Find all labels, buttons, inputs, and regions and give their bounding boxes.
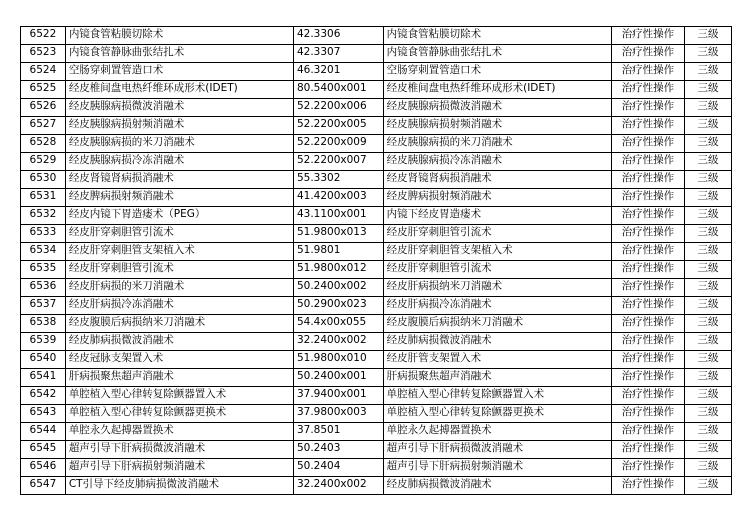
cell-type: 治疗性操作: [611, 387, 684, 405]
cell-type: 治疗性操作: [611, 243, 684, 261]
cell-level: 三级: [685, 81, 732, 99]
cell-std-name: 内镜食管粘膜切除术: [383, 27, 611, 45]
cell-type: 治疗性操作: [611, 315, 684, 333]
cell-std-code: 52.2200x005: [293, 117, 383, 135]
table-row: [21, 459, 732, 477]
cell-std-code: 54.4x00x055: [293, 315, 383, 333]
cell-code: 6526: [21, 99, 66, 117]
cell-code: 6538: [21, 315, 66, 333]
table-row: [21, 261, 732, 279]
procedure-table-body: [21, 27, 732, 495]
cell-name: CT引导下经皮肺病损微波消融术: [65, 477, 293, 495]
table-row: [21, 279, 732, 297]
cell-name: 经皮肺病损微波消融术: [65, 333, 293, 351]
cell-std-code: 51.9801: [293, 243, 383, 261]
table-row: [21, 153, 732, 171]
cell-level: 三级: [685, 153, 732, 171]
cell-code: 6544: [21, 423, 66, 441]
cell-type: 治疗性操作: [611, 477, 684, 495]
table-row: [21, 171, 732, 189]
table-row: [21, 135, 732, 153]
cell-std-name: 内镜下经皮胃造瘘术: [383, 207, 611, 225]
cell-level: 三级: [685, 405, 732, 423]
cell-level: 三级: [685, 225, 732, 243]
cell-code: 6542: [21, 387, 66, 405]
cell-type: 治疗性操作: [611, 459, 684, 477]
cell-type: 治疗性操作: [611, 297, 684, 315]
cell-type: 治疗性操作: [611, 423, 684, 441]
cell-std-name: 经皮肝穿刺胆管支架植入术: [383, 243, 611, 261]
cell-code: 6527: [21, 117, 66, 135]
cell-level: 三级: [685, 459, 732, 477]
cell-std-name: 超声引导下肝病损微波消融术: [383, 441, 611, 459]
table-row: [21, 207, 732, 225]
cell-std-code: 80.5400x001: [293, 81, 383, 99]
cell-std-name: 经皮椎间盘电热纤维环成形术(IDET): [383, 81, 611, 99]
cell-level: 三级: [685, 369, 732, 387]
cell-std-name: 经皮胰腺病损射频消融术: [383, 117, 611, 135]
cell-code: 6539: [21, 333, 66, 351]
table-row: [21, 441, 732, 459]
cell-type: 治疗性操作: [611, 63, 684, 81]
cell-name: 经皮椎间盘电热纤维环成形术(IDET): [65, 81, 293, 99]
table-row: [21, 63, 732, 81]
cell-std-name: 经皮肝病损冷冻消融术: [383, 297, 611, 315]
cell-std-name: 经皮胰腺病损的米刀消融术: [383, 135, 611, 153]
cell-code: 6543: [21, 405, 66, 423]
cell-type: 治疗性操作: [611, 207, 684, 225]
cell-level: 三级: [685, 279, 732, 297]
cell-code: 6533: [21, 225, 66, 243]
cell-code: 6540: [21, 351, 66, 369]
table-row: [21, 297, 732, 315]
cell-std-code: 50.2403: [293, 441, 383, 459]
cell-type: 治疗性操作: [611, 261, 684, 279]
cell-level: 三级: [685, 423, 732, 441]
cell-level: 三级: [685, 207, 732, 225]
cell-name: 单腔植入型心律转复除颤器更换术: [65, 405, 293, 423]
table-row: [21, 45, 732, 63]
table-row: [21, 315, 732, 333]
cell-std-name: 经皮胰腺病损冷冻消融术: [383, 153, 611, 171]
cell-std-name: 空肠穿刺置管造口术: [383, 63, 611, 81]
cell-type: 治疗性操作: [611, 81, 684, 99]
cell-std-code: 37.9400x001: [293, 387, 383, 405]
cell-code: 6531: [21, 189, 66, 207]
cell-type: 治疗性操作: [611, 351, 684, 369]
cell-code: 6535: [21, 261, 66, 279]
cell-std-code: 43.1100x001: [293, 207, 383, 225]
cell-std-name: 肝病损聚焦超声消融术: [383, 369, 611, 387]
cell-name: 经皮肾镜肾病损消融术: [65, 171, 293, 189]
cell-name: 经皮肝穿刺胆管引流术: [65, 261, 293, 279]
cell-std-code: 51.9800x010: [293, 351, 383, 369]
cell-std-code: 46.3201: [293, 63, 383, 81]
cell-std-name: 单腔植入型心律转复除颤器更换术: [383, 405, 611, 423]
cell-type: 治疗性操作: [611, 45, 684, 63]
cell-std-name: 经皮肺病损微波消融术: [383, 477, 611, 495]
cell-std-name: 经皮肺病损微波消融术: [383, 333, 611, 351]
cell-code: 6534: [21, 243, 66, 261]
cell-code: 6523: [21, 45, 66, 63]
table-row: [21, 27, 732, 45]
cell-type: 治疗性操作: [611, 441, 684, 459]
table-row: [21, 477, 732, 495]
cell-type: 治疗性操作: [611, 279, 684, 297]
cell-code: 6547: [21, 477, 66, 495]
table-row: [21, 189, 732, 207]
cell-std-code: 51.9800x012: [293, 261, 383, 279]
cell-std-name: 经皮肝穿刺胆管引流术: [383, 225, 611, 243]
cell-level: 三级: [685, 261, 732, 279]
cell-level: 三级: [685, 189, 732, 207]
cell-code: 6522: [21, 27, 66, 45]
cell-level: 三级: [685, 45, 732, 63]
cell-name: 空肠穿刺置管造口术: [65, 63, 293, 81]
cell-type: 治疗性操作: [611, 369, 684, 387]
cell-std-code: 37.9800x003: [293, 405, 383, 423]
table-row: [21, 369, 732, 387]
cell-name: 经皮胰腺病损微波消融术: [65, 99, 293, 117]
cell-std-code: 50.2400x002: [293, 279, 383, 297]
cell-type: 治疗性操作: [611, 99, 684, 117]
table-row: [21, 423, 732, 441]
cell-code: 6536: [21, 279, 66, 297]
cell-level: 三级: [685, 333, 732, 351]
cell-name: 内镜食管静脉曲张结扎术: [65, 45, 293, 63]
cell-code: 6546: [21, 459, 66, 477]
cell-name: 经皮冠脉支架置入术: [65, 351, 293, 369]
table-row: [21, 99, 732, 117]
cell-level: 三级: [685, 351, 732, 369]
cell-name: 超声引导下肝病损射频消融术: [65, 459, 293, 477]
cell-type: 治疗性操作: [611, 333, 684, 351]
cell-std-code: 50.2404: [293, 459, 383, 477]
procedure-table: [20, 26, 732, 495]
cell-name: 经皮肝病损冷冻消融术: [65, 297, 293, 315]
cell-std-name: 经皮胰腺病损微波消融术: [383, 99, 611, 117]
cell-level: 三级: [685, 297, 732, 315]
cell-type: 治疗性操作: [611, 171, 684, 189]
cell-name: 超声引导下肝病损微波消融术: [65, 441, 293, 459]
cell-std-name: 经皮肝病损纳米刀消融术: [383, 279, 611, 297]
table-row: [21, 117, 732, 135]
table-row: [21, 81, 732, 99]
cell-code: 6528: [21, 135, 66, 153]
cell-code: 6529: [21, 153, 66, 171]
cell-level: 三级: [685, 477, 732, 495]
cell-type: 治疗性操作: [611, 27, 684, 45]
cell-std-code: 52.2200x007: [293, 153, 383, 171]
cell-type: 治疗性操作: [611, 135, 684, 153]
cell-level: 三级: [685, 135, 732, 153]
cell-std-name: 单腔永久起搏器置换术: [383, 423, 611, 441]
cell-name: 单腔植入型心律转复除颤器置入术: [65, 387, 293, 405]
table-row: [21, 387, 732, 405]
cell-std-code: 55.3302: [293, 171, 383, 189]
cell-name: 经皮肝病损的米刀消融术: [65, 279, 293, 297]
table-row: [21, 351, 732, 369]
cell-code: 6530: [21, 171, 66, 189]
cell-std-name: 经皮腹膜后病损纳米刀消融术: [383, 315, 611, 333]
cell-std-code: 32.2400x002: [293, 477, 383, 495]
cell-std-code: 51.9800x013: [293, 225, 383, 243]
cell-name: 经皮腹膜后病损纳米刀消融术: [65, 315, 293, 333]
cell-std-name: 超声引导下肝病损射频消融术: [383, 459, 611, 477]
cell-std-code: 50.2900x023: [293, 297, 383, 315]
cell-std-code: 52.2200x006: [293, 99, 383, 117]
cell-code: 6525: [21, 81, 66, 99]
cell-name: 经皮胰腺病损的米刀消融术: [65, 135, 293, 153]
cell-std-code: 37.8501: [293, 423, 383, 441]
cell-std-code: 50.2400x001: [293, 369, 383, 387]
cell-std-name: 单腔植入型心律转复除颤器置入术: [383, 387, 611, 405]
cell-std-name: 经皮脾病损射频消融术: [383, 189, 611, 207]
table-row: [21, 225, 732, 243]
cell-name: 经皮肝穿刺胆管支架植入术: [65, 243, 293, 261]
cell-std-name: 经皮肾镜肾病损消融术: [383, 171, 611, 189]
cell-type: 治疗性操作: [611, 153, 684, 171]
cell-level: 三级: [685, 315, 732, 333]
cell-level: 三级: [685, 117, 732, 135]
cell-level: 三级: [685, 63, 732, 81]
cell-name: 内镜食管粘膜切除术: [65, 27, 293, 45]
table-row: [21, 243, 732, 261]
cell-std-name: 经皮肝穿刺胆管引流术: [383, 261, 611, 279]
cell-name: 经皮肝穿刺胆管引流术: [65, 225, 293, 243]
cell-std-name: 经皮肝管支架置入术: [383, 351, 611, 369]
cell-code: 6532: [21, 207, 66, 225]
cell-name: 经皮脾病损射频消融术: [65, 189, 293, 207]
cell-type: 治疗性操作: [611, 405, 684, 423]
table-row: [21, 405, 732, 423]
cell-level: 三级: [685, 99, 732, 117]
cell-level: 三级: [685, 171, 732, 189]
cell-level: 三级: [685, 243, 732, 261]
cell-std-name: 内镜食管静脉曲张结扎术: [383, 45, 611, 63]
cell-code: 6545: [21, 441, 66, 459]
cell-level: 三级: [685, 27, 732, 45]
cell-type: 治疗性操作: [611, 117, 684, 135]
cell-code: 6541: [21, 369, 66, 387]
cell-name: 经皮内镜下胃造瘘术（PEG）: [65, 207, 293, 225]
cell-name: 单腔永久起搏器置换术: [65, 423, 293, 441]
cell-name: 经皮胰腺病损射频消融术: [65, 117, 293, 135]
cell-std-code: 41.4200x003: [293, 189, 383, 207]
table-row: [21, 333, 732, 351]
cell-std-code: 52.2200x009: [293, 135, 383, 153]
cell-level: 三级: [685, 387, 732, 405]
cell-code: 6537: [21, 297, 66, 315]
cell-std-code: 42.3306: [293, 27, 383, 45]
cell-std-code: 32.2400x002: [293, 333, 383, 351]
cell-std-code: 42.3307: [293, 45, 383, 63]
cell-level: 三级: [685, 441, 732, 459]
cell-type: 治疗性操作: [611, 225, 684, 243]
cell-name: 经皮胰腺病损冷冻消融术: [65, 153, 293, 171]
cell-code: 6524: [21, 63, 66, 81]
cell-type: 治疗性操作: [611, 189, 684, 207]
cell-name: 肝病损聚焦超声消融术: [65, 369, 293, 387]
